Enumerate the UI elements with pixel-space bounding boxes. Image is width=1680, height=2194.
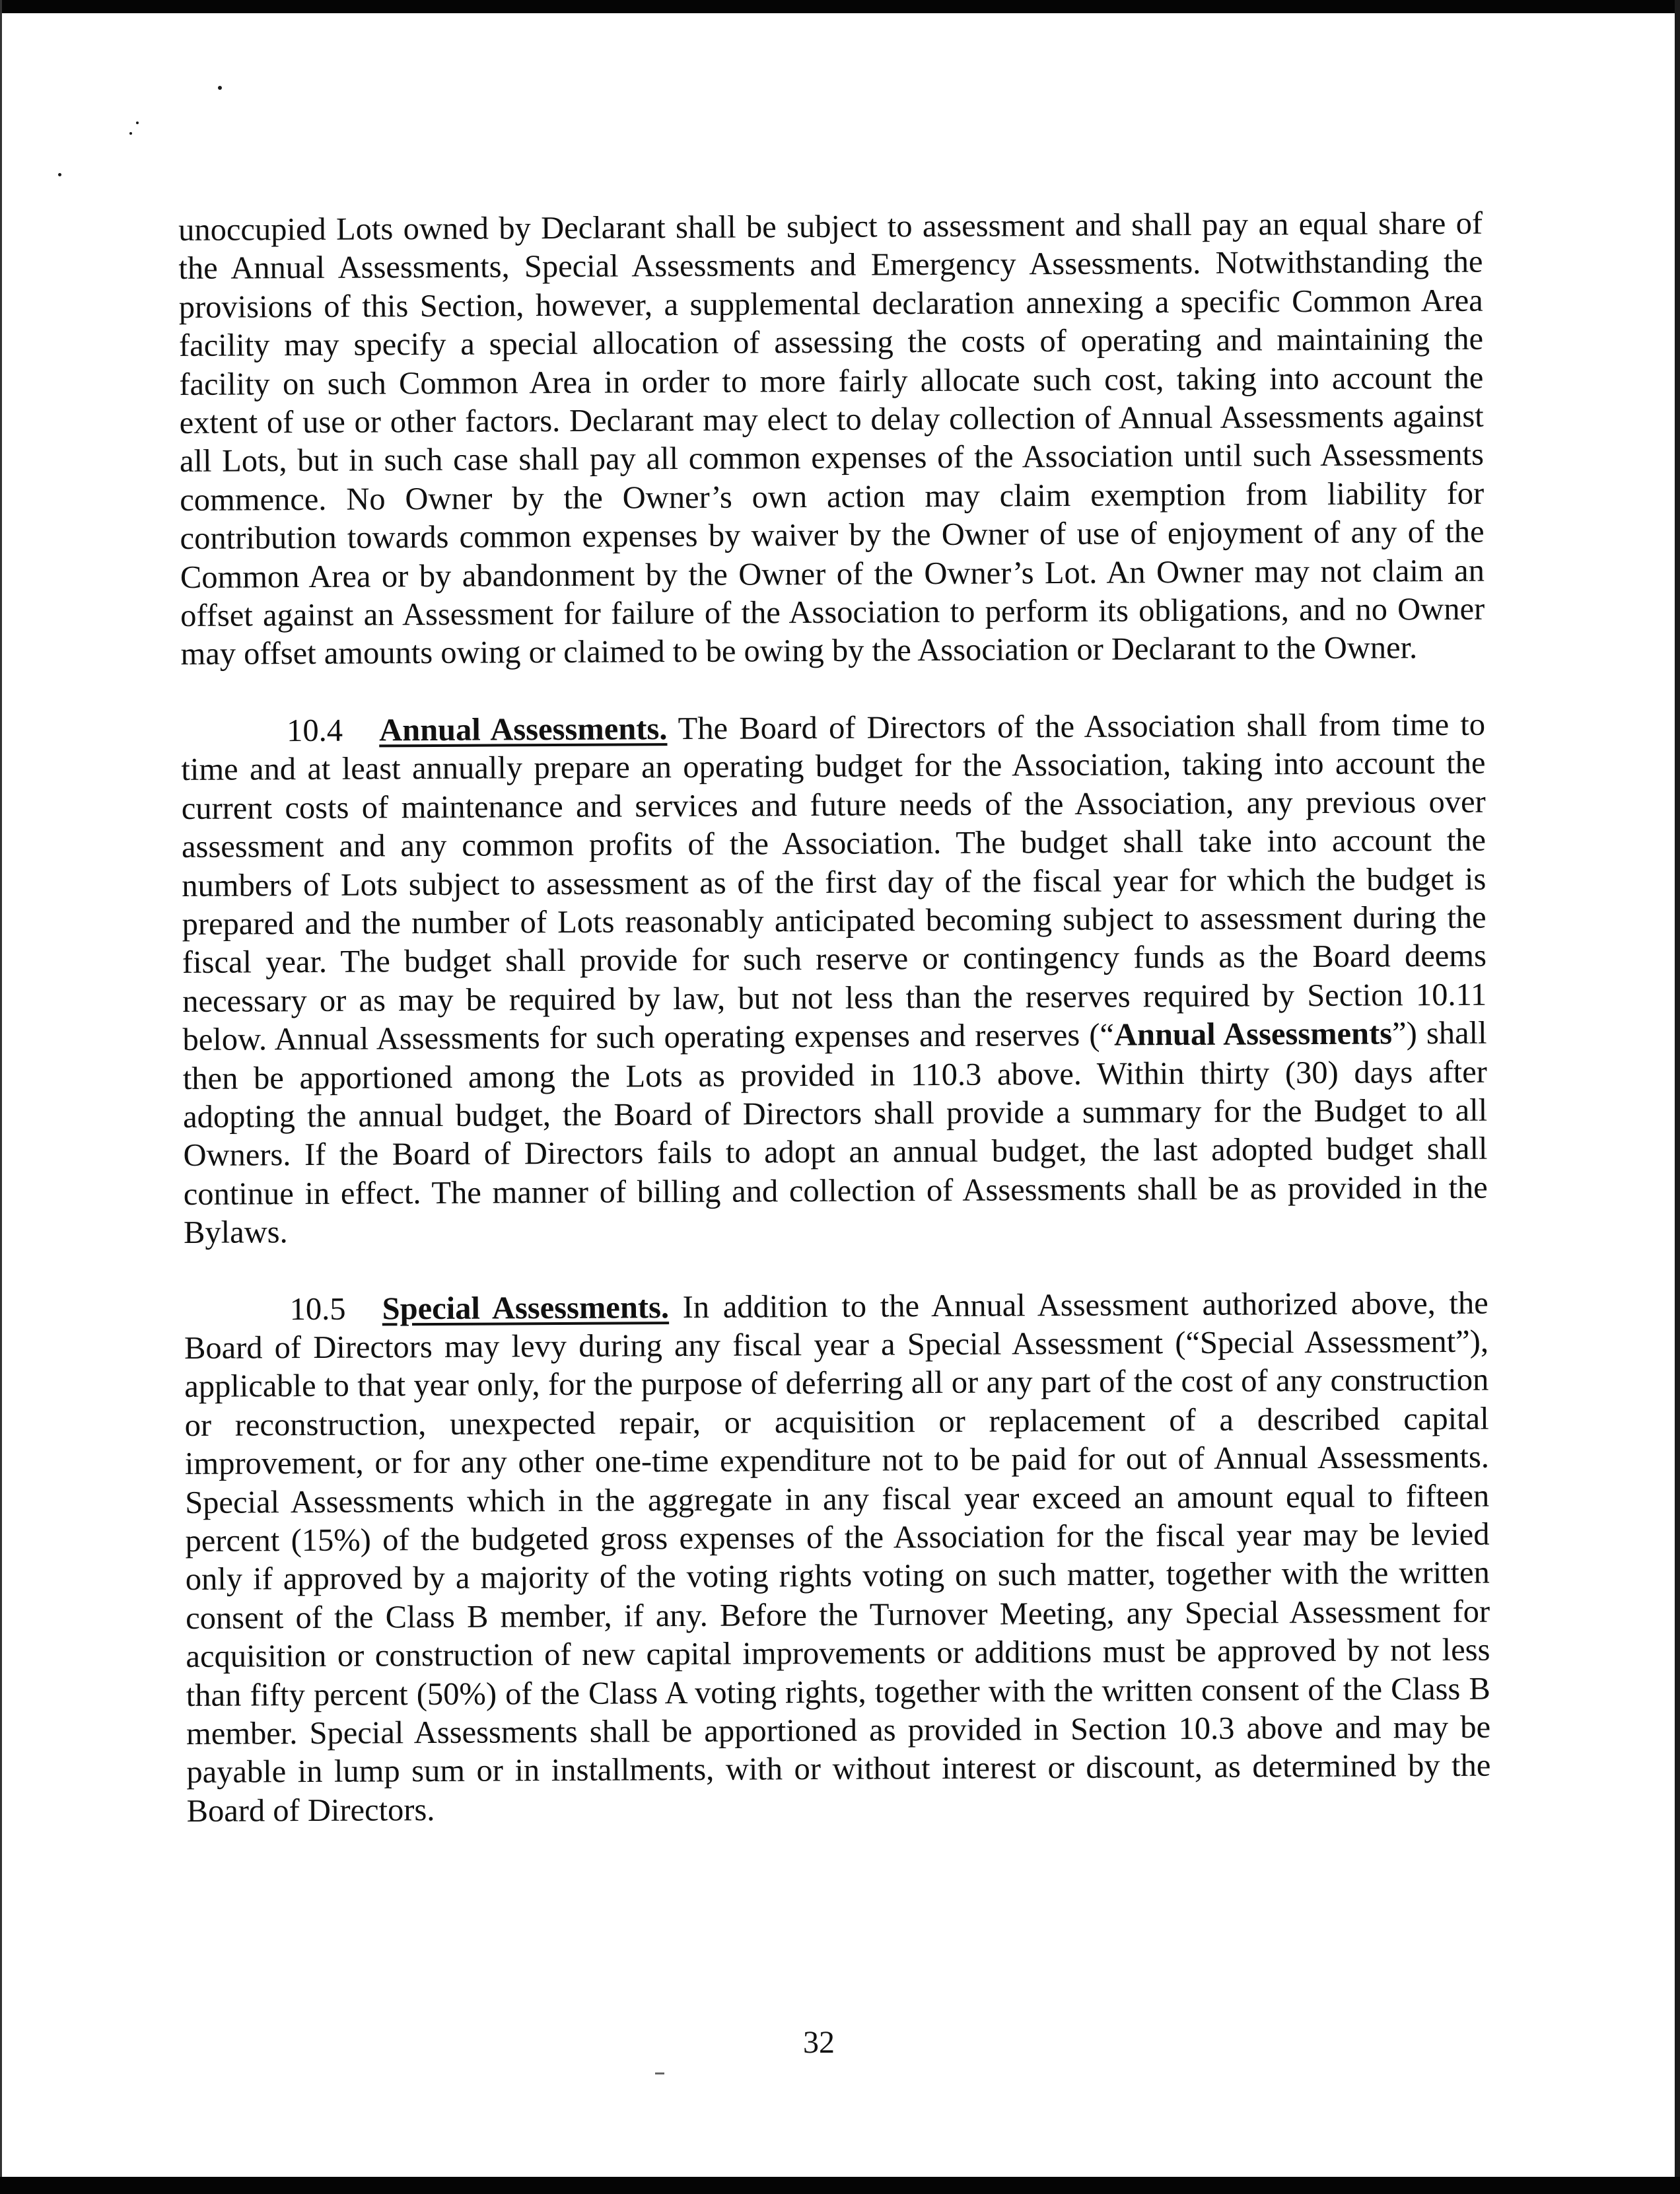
scan-border-left	[0, 0, 2, 2194]
document-body	[178, 205, 1491, 1870]
scan-border-top	[0, 0, 1680, 13]
section-text: In addition to the Annual Assessment authorized above, the Board of Directors may levy during any fiscal year a Special Assessment (“Special Assessment”), applicable to that year only, for the purpose of deferring all or any part of the cost of any construction or reconstruction, unexpected repair, or acquisition or replacement of a described capital improvement, or for any other one-time expenditure not to be paid for out of Annual Assessments. Special Assessments which in the aggregate in any fiscal year exceed an amount equal to fifteen percent (15%) of the budgeted gross expenses of the Association for the fiscal year may be levied only if approved by a majority of the voting rights voting on such matter, together with the written consent of the Class B member, if any. Before the Turnover Meeting, any Special Assessment for acquisition or construction of new capital improvements or additions must be approved by not less than fifty percent (50%) of the Class A voting rights, together with the written consent of the Class B member. Special Assessments shall be apportioned as provided in Section 10.3 above and may be payable in lump sum or in installments, with or without interest or discount, as determined by the Board of Directors.	[184, 1285, 1491, 1829]
section-10-5-paragraph	[184, 1284, 1491, 1831]
opening-paragraph: unoccupied Lots owned by Declarant shall be subject to assessment and shall pay an equal share of the Annual Assessments, Special Assessments and Emergency Assessments. Notwithstanding the provisions of this Section, however, a supplemental declaration annexing a specific Common Area facility may specify a special allocation of assessing the costs of operating and maintaining the facility on such Common Area in order to more fairly allocate such cost, taking into account the extent of use or other factors. Declarant may elect to delay collection of Annual Assessments against all Lots, but in such case shall pay all common expenses of the Association until such Assessments commence. No Owner by the Owner’s own action may claim exemption from liability for contribution towards common expenses by waiver by the Owner of use of enjoyment of any of the Common Area or by abandonment by the Owner of the Owner’s Lot. An Owner may not claim an offset against an Assessment for failure of the Association to perform its obligations, and no Owner may offset amounts owing or claimed to be owing by the Association or Declarant to the Owner.	[178, 205, 1485, 672]
section-number: 10.5	[289, 1291, 346, 1327]
scan-speck	[136, 122, 139, 124]
section-heading: Annual Assessments.	[378, 711, 668, 748]
scan-border-right	[1675, 0, 1680, 2194]
section-10-4-paragraph	[181, 706, 1488, 1253]
defined-term: Annual Assessments	[1113, 1016, 1393, 1053]
section-heading: Special Assessments.	[382, 1289, 670, 1326]
scan-speck	[129, 132, 132, 135]
scan-mark	[655, 2072, 664, 2074]
scan-border-bottom	[0, 2177, 1680, 2194]
scan-speck	[58, 173, 61, 176]
scan-speck	[218, 86, 222, 90]
section-number: 10.4	[286, 713, 343, 749]
section-text: The Board of Directors of the Association shall from time to time and at least annually prepare an operating budget for the Association, taking into account the current costs of maintenance and services and future needs of the Association, any previous over assessment and any common profits of the Association. The budget shall take into account the numbers of Lots subject to assessment as of the first day of the fiscal year for which the budget is prepared and the number of Lots reasonably anticipated becoming subject to assessment during the fiscal year. The budget shall provide for such reserve or contingency funds as the Board deems necessary or as may be required by law, but not less than the reserves required by Section 10.11 below. Annual Assessments for such operating expenses and reserves (“	[181, 707, 1487, 1058]
section-text-continued: ”) shall then be apportioned among the Lots as provided in 110.3 above. Within thirty (30) days after adopting the annual budget, the Board of Directors shall provide a summary for the Budget to all Owners. If the Board of Directors fails to adopt an annual budget, the last adopted budget shall continue in effect. The manner of billing and collection of Assessments shall be as provided in the Bylaws.	[182, 1015, 1488, 1251]
page-number: 32	[803, 2025, 835, 2060]
